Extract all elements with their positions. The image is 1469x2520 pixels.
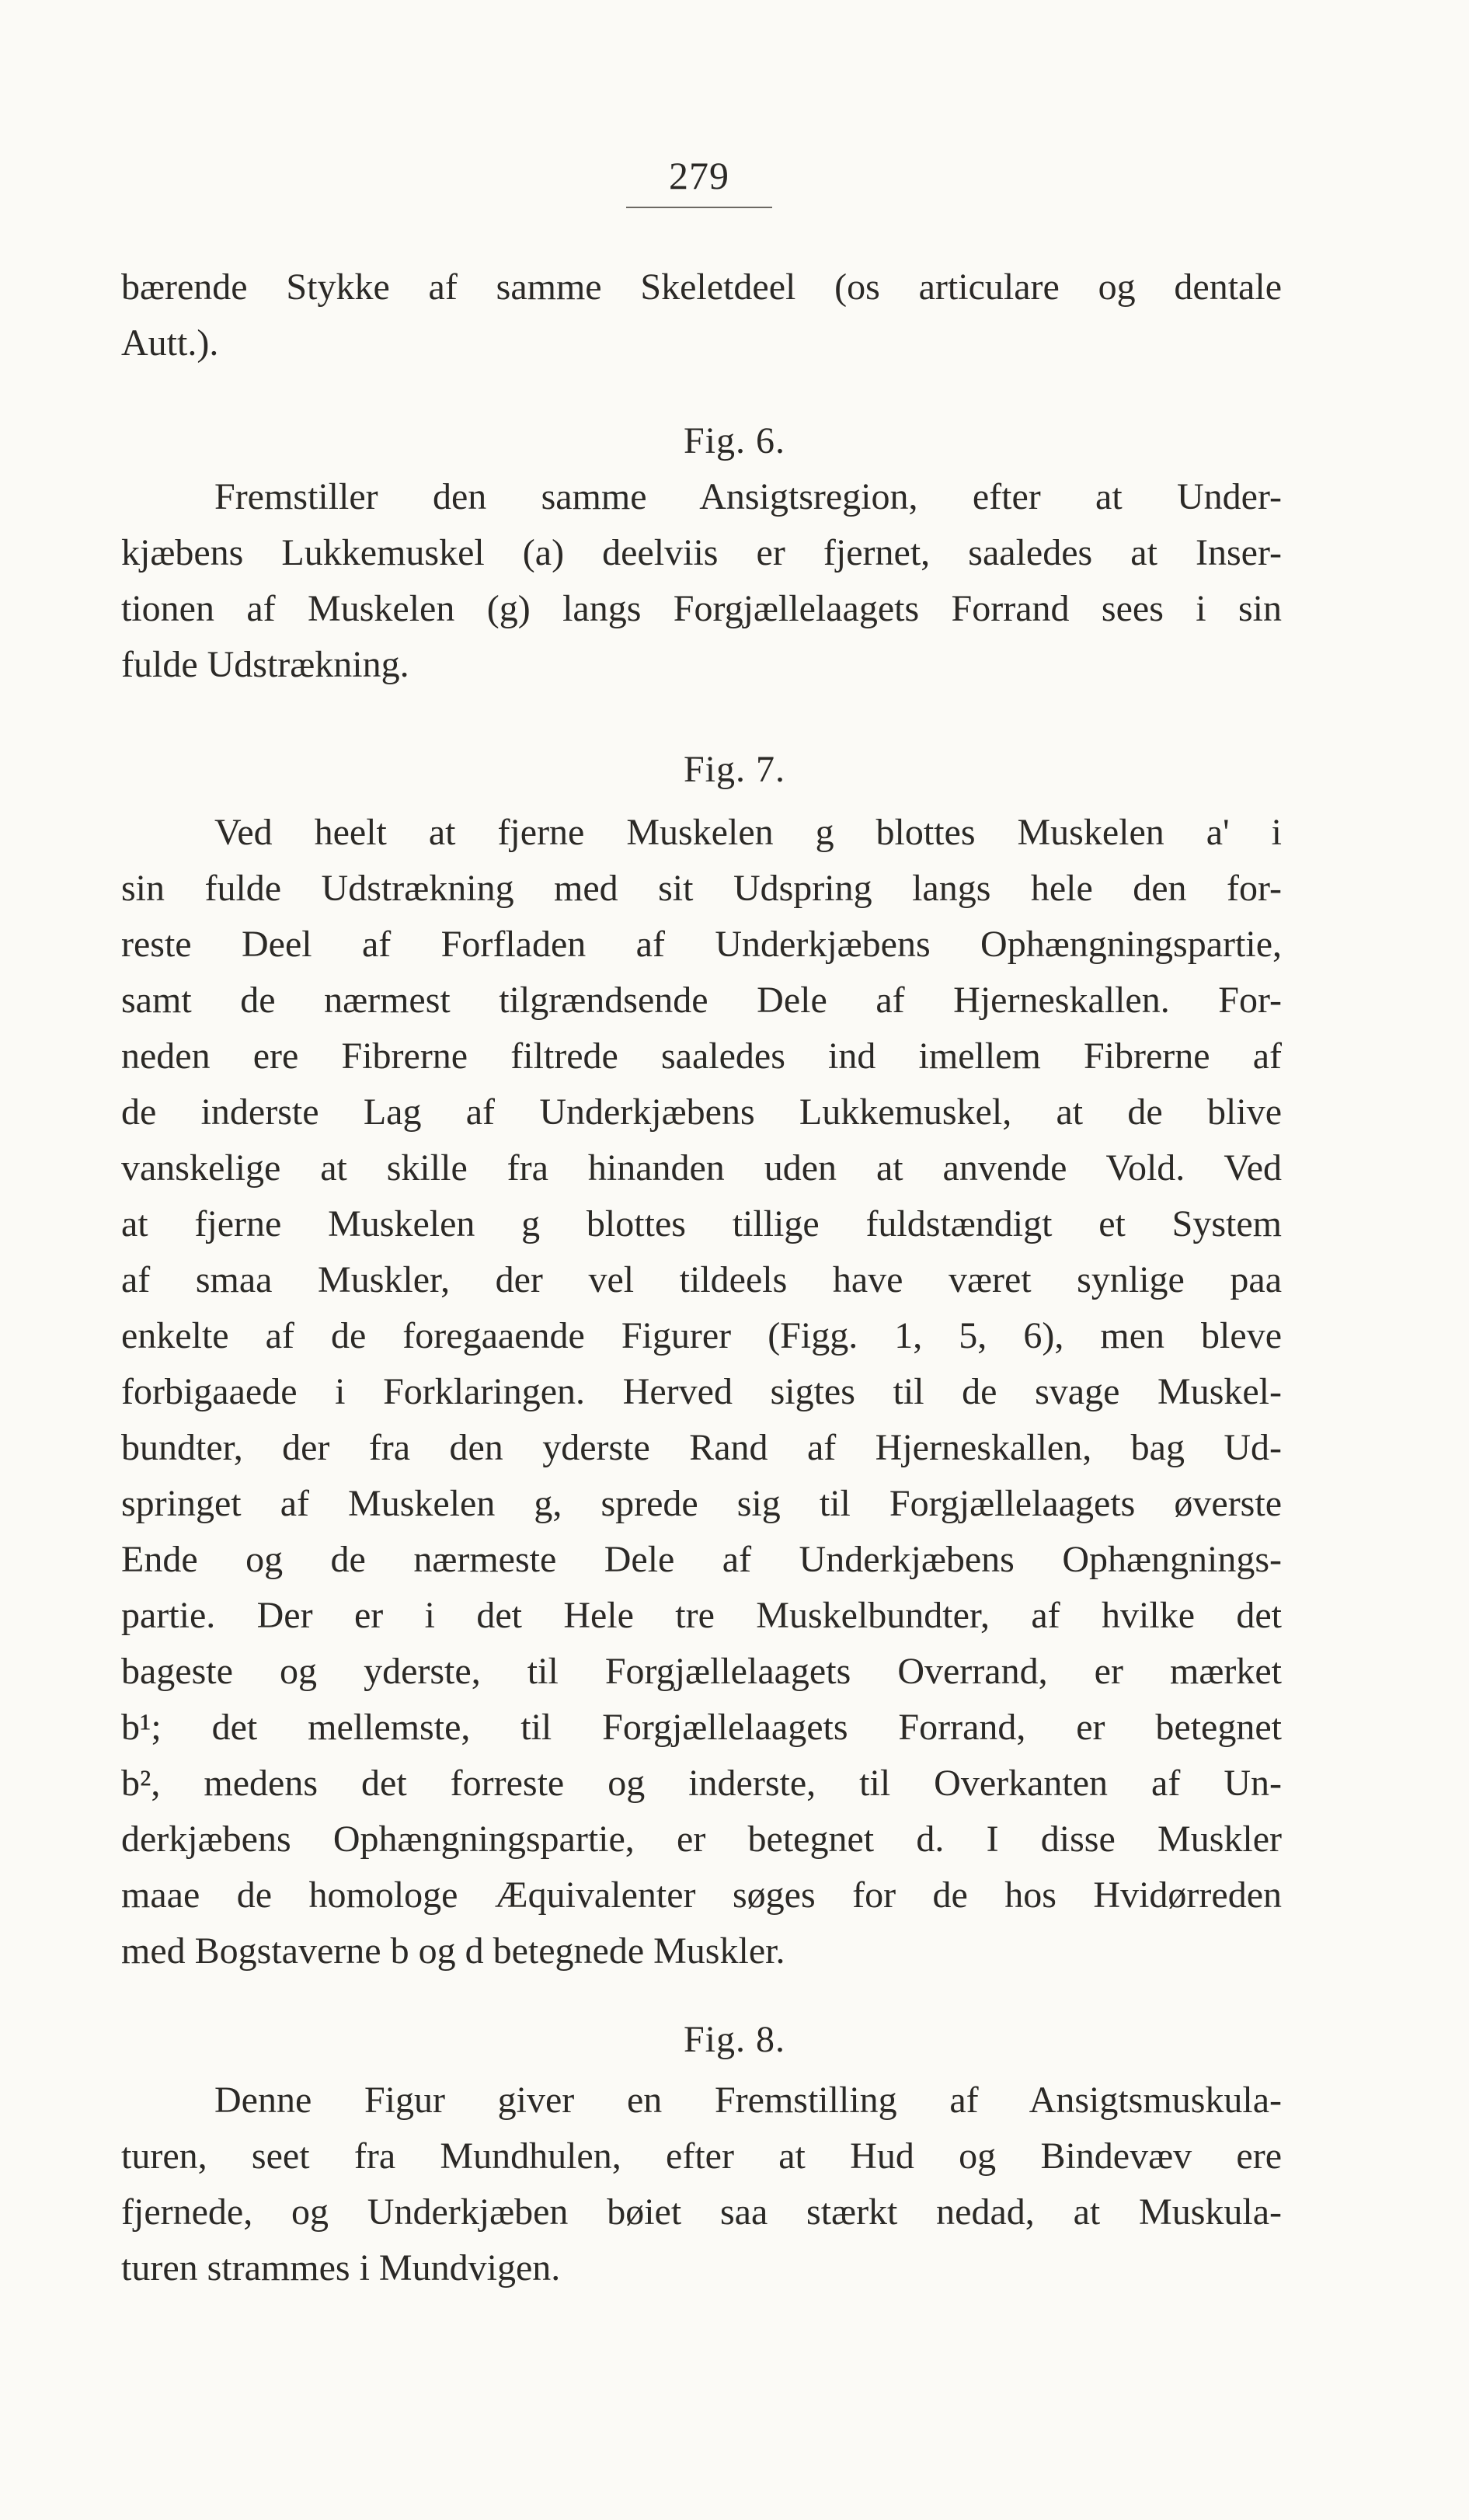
text-line: Ved heelt at fjerne Muskelen g blottes Muskelen a' i — [214, 812, 1282, 853]
text-line: neden ere Fibrerne filtrede saaledes ind imellem Fibrerne af — [121, 1035, 1282, 1077]
text-line: fjernede, og Underkjæben bøiet saa stærkt nedad, at Muskula- — [121, 2191, 1282, 2233]
text-line: kjæbens Lukkemuskel (a) deelviis er fjernet, saaledes at Inser- — [121, 532, 1282, 573]
page-number: 279 — [669, 154, 729, 197]
text-line: at fjerne Muskelen g blottes tillige fuldstændigt et System — [121, 1203, 1282, 1244]
text-line: sin fulde Udstrækning med sit Udspring langs hele den for- — [121, 868, 1282, 909]
text-line: bærende Stykke af samme Skeletdeel (os articulare og dentale — [121, 266, 1282, 308]
continuation-paragraph — [121, 259, 1282, 371]
text-line: derkjæbens Ophængningspartie, er betegnet d. I disse Muskler — [121, 1819, 1282, 1860]
text-line: bageste og yderste, til Forgjællelaagets Overrand, er mærket — [121, 1651, 1282, 1692]
text-line: vanskelige at skille fra hinanden uden at anvende Vold. Ved — [121, 1147, 1282, 1189]
text-line: samt de nærmest tilgrændsende Dele af Hjerneskallen. For- — [121, 980, 1282, 1021]
text-line: af smaa Muskler, der vel tildeels have været synlige paa — [121, 1259, 1282, 1300]
text-line: Ende og de nærmeste Dele af Underkjæbens Ophængnings- — [121, 1539, 1282, 1580]
text-line: Denne Figur giver en Fremstilling af Ansigtsmuskula- — [214, 2080, 1282, 2121]
text-line: turen, seet fra Mundhulen, efter at Hud og Bindevæv ere — [121, 2135, 1282, 2177]
text-line: springet af Muskelen g, sprede sig til Forgjællelaagets øverste — [121, 1483, 1282, 1524]
fig-7-paragraph — [121, 805, 1282, 1979]
page-number-rule — [626, 207, 772, 208]
text-line: bundter, der fra den yderste Rand af Hjerneskallen, bag Ud- — [121, 1427, 1282, 1468]
fig-6-heading: Fig. 6. — [683, 420, 786, 461]
fig-8-heading: Fig. 8. — [683, 2019, 786, 2060]
text-line: partie. Der er i det Hele tre Muskelbundter, af hvilke det — [121, 1595, 1282, 1636]
text-line: tionen af Muskelen (g) langs Forgjællelaagets Forrand sees i sin — [121, 588, 1282, 629]
text-line: b², medens det forreste og inderste, til Overkanten af Un- — [121, 1763, 1282, 1804]
text-line: maae de homologe Æquivalenter søges for de hos Hvidørreden — [121, 1874, 1282, 1916]
text-line: forbigaaede i Forklaringen. Herved sigtes til de svage Muskel- — [121, 1371, 1282, 1412]
text-line: fulde Udstrækning. — [121, 644, 409, 685]
text-line: reste Deel af Forfladen af Underkjæbens Ophængningspartie, — [121, 924, 1282, 965]
text-line: Fremstiller den samme Ansigtsregion, efter at Under- — [214, 476, 1282, 517]
fig-8-paragraph — [121, 2073, 1282, 2296]
text-line: turen strammes i Mundvigen. — [121, 2247, 561, 2289]
text-line: Autt.). — [121, 322, 219, 364]
text-line: de inderste Lag af Underkjæbens Lukkemuskel, at de blive — [121, 1091, 1282, 1133]
fig-7-heading: Fig. 7. — [683, 749, 786, 790]
text-line: b¹; det mellemste, til Forgjællelaagets Forrand, er betegnet — [121, 1707, 1282, 1748]
fig-6-paragraph — [121, 469, 1282, 693]
text-line: med Bogstaverne b og d betegnede Muskler. — [121, 1930, 785, 1972]
text-line: enkelte af de foregaaende Figurer (Figg. 1, 5, 6), men bleve — [121, 1315, 1282, 1356]
